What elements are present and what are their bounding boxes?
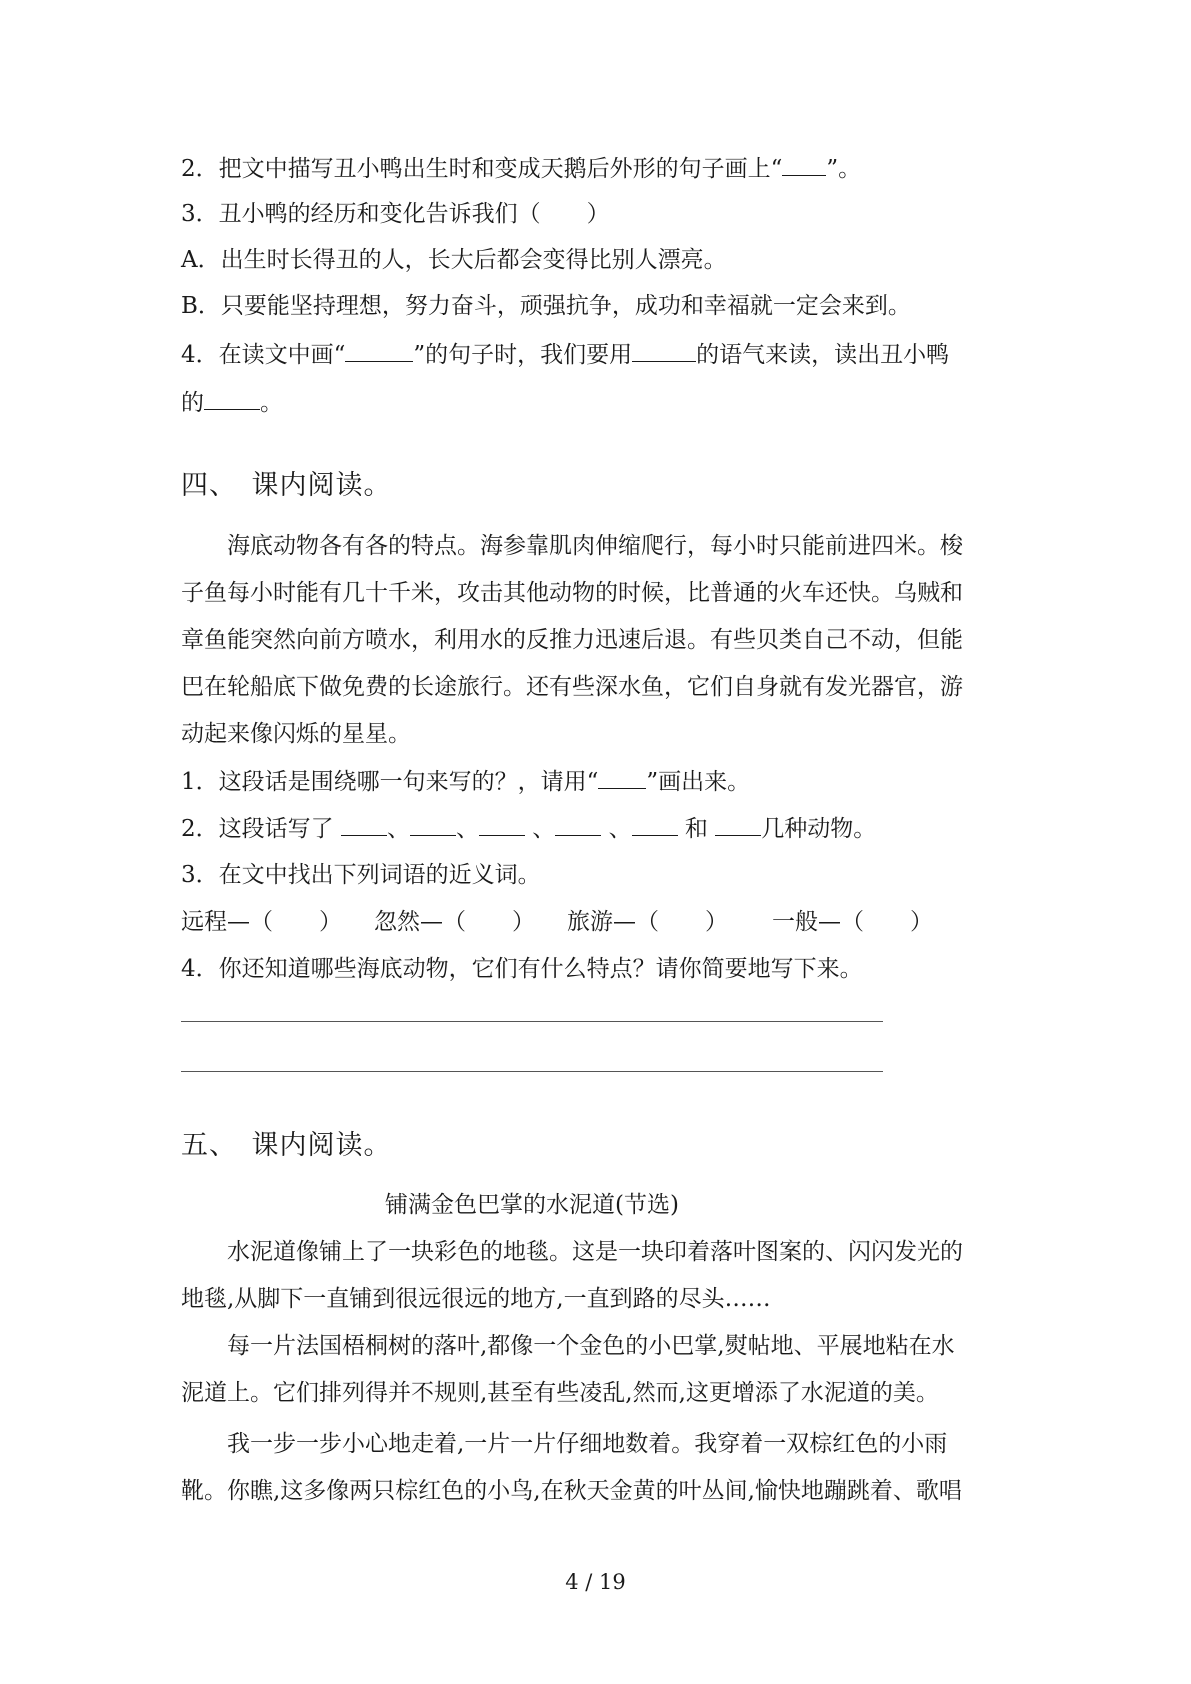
question-4-1: 1．这段话是围绕哪一句来写的？，请用“ ”画出来。: [181, 766, 750, 797]
section-5-heading: 五、 课内阅读。: [181, 1130, 392, 1161]
passage-line: 章鱼能突然向前方喷水，利用水的反推力迅速后退。有些贝类自己不动，但能: [181, 627, 963, 653]
passage-line: 地毯,从脚下一直铺到很远很远的地方,一直到路的尽头……: [181, 1286, 771, 1312]
synonym-item: 一般—（ ）: [772, 909, 933, 935]
passage-line: 泥道上。它们排列得并不规则,甚至有些凌乱,然而,这更增添了水泥道的美。: [181, 1380, 939, 1406]
passage-line: 巴在轮船底下做免费的长途旅行。还有些深水鱼，它们自身就有发光器官，游: [181, 674, 963, 700]
synonym-item: 旅游—（ ）: [567, 909, 728, 935]
option-b: B．只要能坚持理想，努力奋斗，顽强抗争，成功和幸福就一定会来到。: [181, 293, 911, 319]
answer-blank: [341, 813, 387, 836]
question-4-3: 3．在文中找出下列词语的近义词。: [181, 862, 541, 888]
passage-line: 我一步一步小心地走着,一片一片仔细地数着。我穿着一双棕红色的小雨: [181, 1431, 948, 1457]
option-a: A．出生时长得丑的人，长大后都会变得比别人漂亮。: [181, 247, 727, 273]
page-number: 4 / 19: [565, 1570, 626, 1594]
synonym-item: 远程—（ ）: [181, 909, 342, 935]
passage-line: 动起来像闪烁的星星。: [181, 721, 411, 747]
passage-title: 铺满金色巴掌的水泥道(节选): [385, 1192, 679, 1218]
question-4-2: 2．这段话写了 、 、 、 、 和 几种动物。: [181, 813, 876, 844]
question-3-2: 2．把文中描写丑小鸭出生时和变成天鹅后外形的句子画上“ ”。: [181, 153, 861, 184]
answer-blank: [479, 813, 525, 836]
answer-blank: [632, 813, 678, 836]
underline-blank: [782, 153, 826, 176]
synonym-item: 忽然—（ ）: [374, 909, 535, 935]
answer-blank: [715, 813, 761, 836]
underline-blank: [345, 339, 413, 362]
passage-line: 靴。你瞧,这多像两只棕红色的小鸟,在秋天金黄的叶丛间,愉快地蹦跳着、歌唱: [181, 1478, 962, 1504]
answer-blank: [555, 813, 601, 836]
question-3-4: 4．在读文中画“ ”的句子时，我们要用 的语气来读，读出丑小鸭: [181, 339, 949, 370]
passage-line: 每一片法国梧桐树的落叶,都像一个金色的小巴掌,熨帖地、平展地粘在水: [181, 1333, 955, 1359]
underline-blank: [598, 766, 646, 789]
question-4-4: 4．你还知道哪些海底动物，它们有什么特点？请你简要地写下来。: [181, 956, 863, 982]
answer-blank: [632, 339, 696, 362]
question-3-3: 3．丑小鸭的经历和变化告诉我们（ ）: [181, 201, 610, 227]
passage-line: 水泥道像铺上了一块彩色的地毯。这是一块印着落叶图案的、闪闪发光的: [181, 1239, 963, 1265]
passage-line: 子鱼每小时能有几十千米，攻击其他动物的时候，比普通的火车还快。乌贼和: [181, 580, 963, 606]
answer-blank: [204, 387, 260, 410]
section-4-heading: 四、 课内阅读。: [181, 470, 392, 501]
answer-blank: [410, 813, 456, 836]
question-3-4-cont: 的 。: [181, 387, 283, 418]
passage-line: 海底动物各有各的特点。海参靠肌肉伸缩爬行，每小时只能前进四米。梭: [181, 533, 963, 559]
answer-line: [181, 1071, 883, 1072]
answer-line: [181, 1021, 883, 1022]
